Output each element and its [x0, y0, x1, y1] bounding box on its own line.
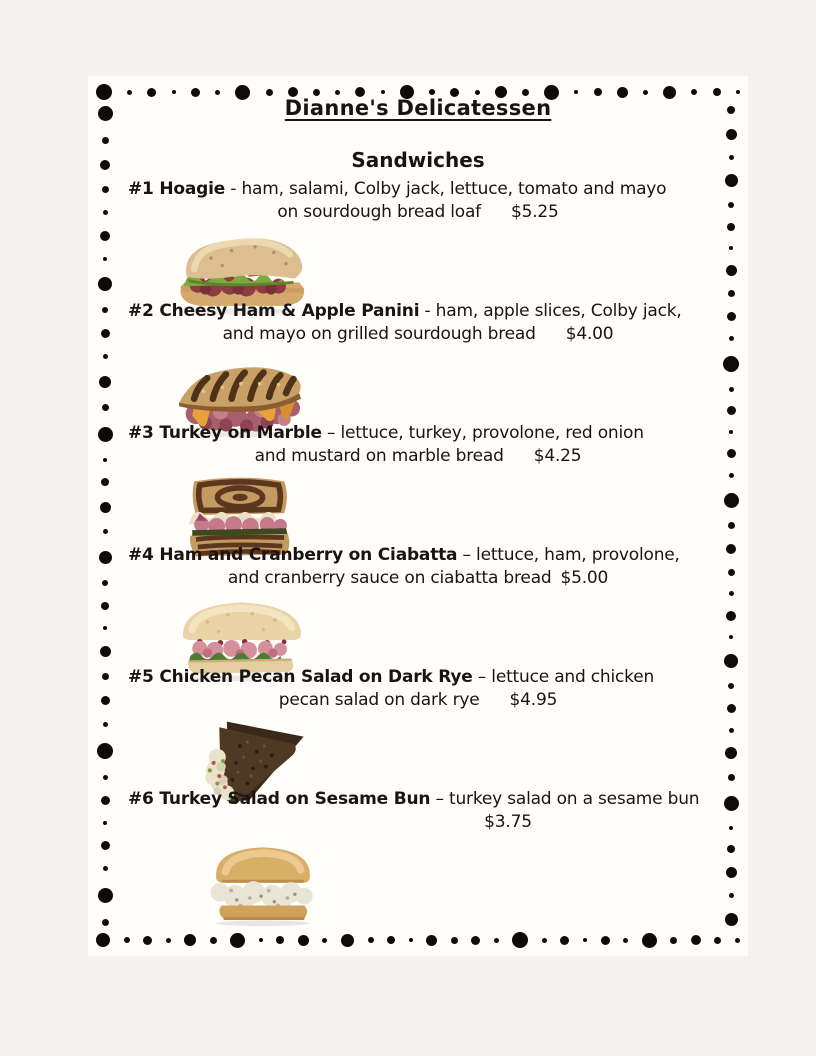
menu-item-line2 — [116, 689, 720, 712]
item-name: #1 Hoagie — [128, 179, 226, 199]
sesame-bun-sandwich-photo — [188, 837, 338, 929]
item-description: – lettuce, turkey, provolone, red onion — [327, 423, 644, 443]
item-description: – lettuce and chicken — [477, 667, 655, 687]
menu-item-line2 — [116, 811, 720, 834]
menu-item-line1 — [116, 788, 720, 811]
menu-item-line2 — [116, 445, 720, 468]
item-description: – lettuce, ham, provolone, — [462, 545, 680, 565]
item-description: – turkey salad on a sesame bun — [435, 789, 700, 809]
menu-card — [88, 76, 748, 956]
menu-item-line1 — [116, 544, 720, 567]
item-description-cont: and cranberry sauce on ciabatta bread — [227, 568, 552, 588]
menu-content — [116, 96, 720, 910]
item-description: - ham, apple slices, Colby jack, — [424, 301, 682, 321]
deli-title: Dianne's Delicatessen — [284, 96, 552, 120]
menu-item-chicken-pecan-dark-rye — [116, 666, 720, 788]
menu-item-line1 — [116, 300, 720, 323]
item-name: #5 Chicken Pecan Salad on Dark Rye — [128, 667, 473, 687]
item-description-cont: on sourdough bread loaf — [277, 202, 481, 222]
item-description: - ham, salami, Colby jack, lettuce, tomato and mayo — [230, 179, 667, 199]
item-price: $4.00 — [565, 324, 614, 344]
item-price: $3.75 — [484, 812, 532, 832]
menu-item-ham-cranberry-ciabatta — [116, 544, 720, 666]
item-description-cont: and mustard on marble bread — [254, 446, 504, 466]
menu-item-line2 — [116, 567, 720, 590]
menu-item-line1 — [116, 422, 720, 445]
item-price: $4.25 — [533, 446, 582, 466]
menu-item-line2 — [116, 201, 720, 224]
dotted-border-bottom — [96, 931, 740, 949]
menu-item-line2 — [116, 323, 720, 346]
menu-item-turkey-salad-sesame-bun — [116, 788, 720, 910]
menu-item-turkey-marble — [116, 422, 720, 544]
menu-item-line1 — [116, 178, 720, 201]
dotted-border-left — [96, 106, 114, 926]
item-price: $5.00 — [560, 568, 609, 588]
item-description-cont: and mayo on grilled sourdough bread — [222, 324, 536, 344]
item-name: #4 Ham and Cranberry on Ciabatta — [128, 545, 458, 565]
item-name: #6 Turkey Salad on Sesame Bun — [128, 789, 431, 809]
menu-item-panini — [116, 300, 720, 422]
section-heading-sandwiches: Sandwiches — [351, 148, 485, 172]
dotted-border-right — [722, 106, 740, 926]
item-description-cont: pecan salad on dark rye — [278, 690, 480, 710]
menu-item-line1 — [116, 666, 720, 689]
item-price: $4.95 — [509, 690, 558, 710]
item-name: #2 Cheesy Ham & Apple Panini — [128, 301, 420, 321]
menu-item-hoagie — [116, 178, 720, 300]
item-name: #3 Turkey on Marble — [128, 423, 322, 443]
item-price: $5.25 — [510, 202, 559, 222]
